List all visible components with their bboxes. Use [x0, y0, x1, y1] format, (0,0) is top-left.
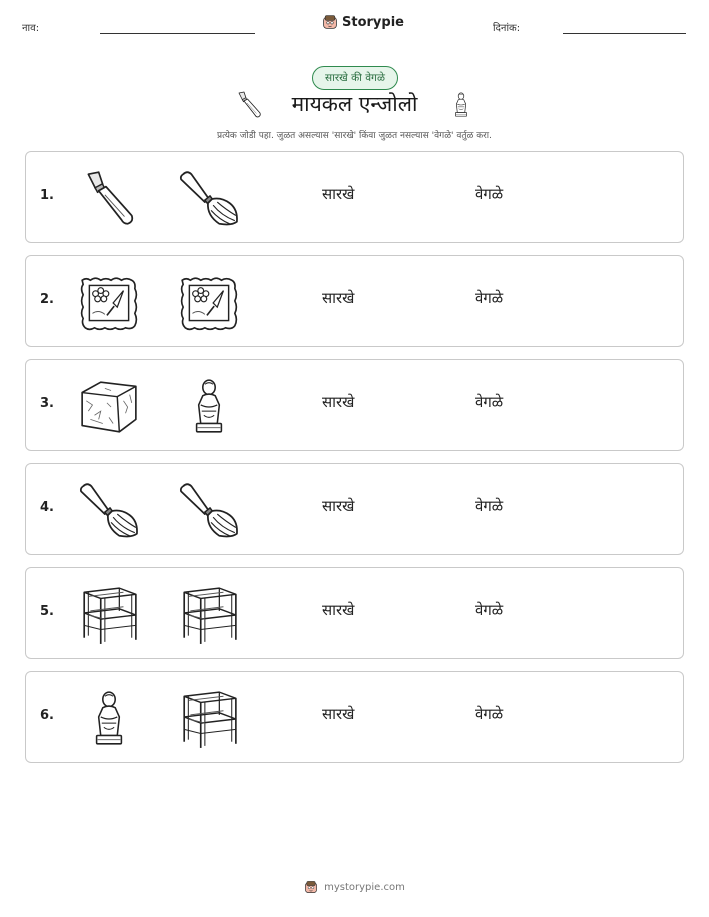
- question-row: [25, 359, 684, 451]
- question-number: 1.: [40, 188, 54, 203]
- storypie-mascot-icon: [322, 14, 338, 30]
- scaffold-icon: [178, 584, 240, 646]
- name-line[interactable]: [100, 33, 255, 34]
- question-number: 4.: [40, 500, 54, 515]
- fresco-tile-icon: [178, 272, 240, 334]
- footer: [0, 880, 709, 894]
- fresco-tile-icon: [78, 272, 140, 334]
- statue-icon: [447, 90, 475, 120]
- footer-url: mystorypie.com: [324, 881, 405, 893]
- scaffold-icon: [78, 584, 140, 646]
- option-different[interactable]: वेगळे: [475, 601, 504, 619]
- option-same[interactable]: सारखे: [322, 497, 355, 515]
- question-number: 6.: [40, 708, 54, 723]
- question-row: [25, 463, 684, 555]
- option-same[interactable]: सारखे: [322, 601, 355, 619]
- option-different[interactable]: वेगळे: [475, 705, 504, 723]
- instructions: प्रत्येक जोडी पहा. जुळत असल्यास 'सारखे' किंवा जुळत नसल्यास 'वेगळे' वर्तुळ करा.: [216, 131, 492, 141]
- name-label: नाव:: [22, 23, 40, 34]
- date-line[interactable]: [563, 33, 686, 34]
- question-row: [25, 151, 684, 243]
- statue-icon: [78, 688, 140, 750]
- page-title: मायकल एन्जोलो: [291, 92, 418, 116]
- option-different[interactable]: वेगळे: [475, 289, 504, 307]
- statue-icon: [178, 376, 240, 438]
- brand-logo: [322, 14, 404, 30]
- brush-icon: [178, 480, 240, 542]
- option-different[interactable]: वेगळे: [475, 393, 504, 411]
- date-label: दिनांक:: [493, 23, 521, 34]
- option-same[interactable]: सारखे: [322, 185, 355, 203]
- question-row: [25, 671, 684, 763]
- question-number: 3.: [40, 396, 54, 411]
- scaffold-icon: [178, 688, 240, 750]
- option-different[interactable]: वेगळे: [475, 497, 504, 515]
- storypie-mascot-icon: [304, 880, 318, 894]
- worksheet-type-badge: सारखे की वेगळे: [312, 66, 398, 90]
- question-number: 2.: [40, 292, 54, 307]
- brand-name: Storypie: [342, 14, 404, 30]
- brush-icon: [178, 168, 240, 230]
- chisel-icon: [78, 168, 140, 230]
- option-same[interactable]: सारखे: [322, 289, 355, 307]
- option-different[interactable]: वेगळे: [475, 185, 504, 203]
- option-same[interactable]: सारखे: [322, 705, 355, 723]
- marble-block-icon: [78, 376, 140, 438]
- question-number: 5.: [40, 604, 54, 619]
- brush-icon: [78, 480, 140, 542]
- question-row: [25, 255, 684, 347]
- question-row: [25, 567, 684, 659]
- option-same[interactable]: सारखे: [322, 393, 355, 411]
